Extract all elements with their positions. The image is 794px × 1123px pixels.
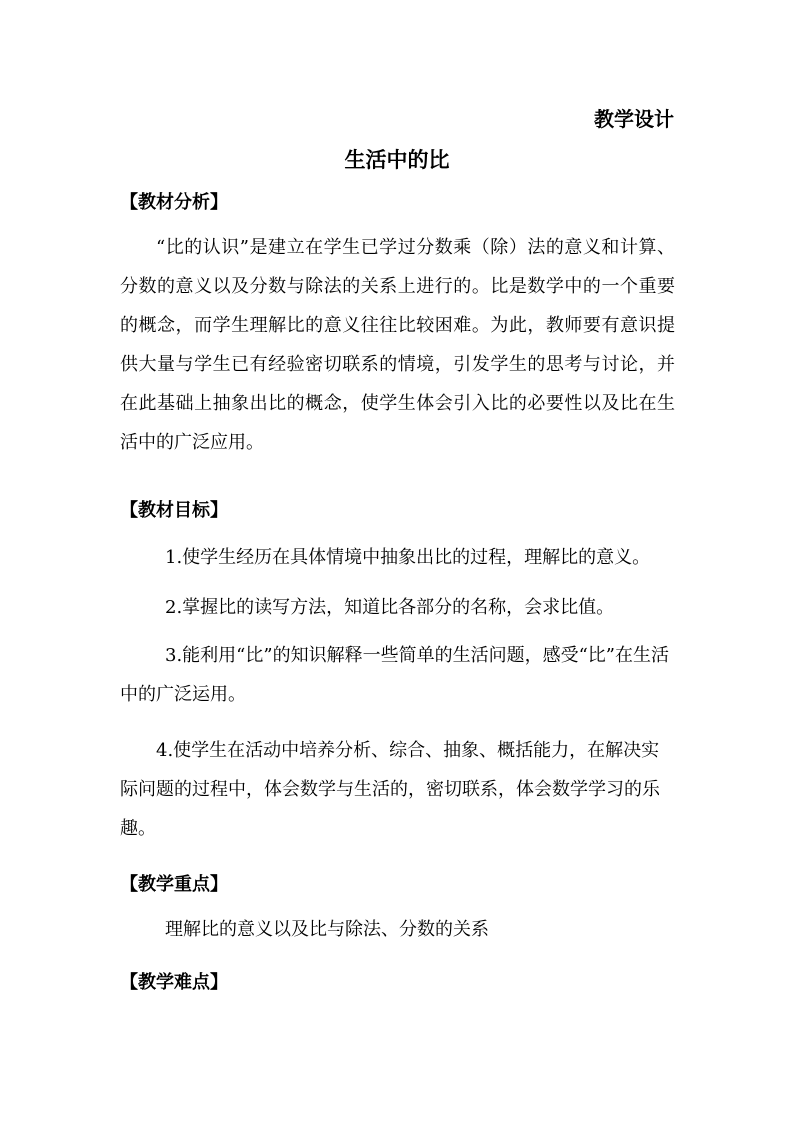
analysis-paragraph: “比的认识”是建立在学生已学过分数乘（除）法的意义和计算、分数的意义以及分数与除法的关系上进行的。比是数学中的一个重要的概念，而学生理解比的意义往往比较困难。为此，教师要有意识提供大量与学生已有经验密切联系的情境，引发学生的思考与讨论，并在此基础上抽象出比的概念，使学生体会引入比的必要性以及比在生活中的广泛应用。 [120,237,675,453]
section-heading-goals: 【教材目标】 [120,500,228,521]
goal-item-4: 4.使学生在活动中培养分析、综合、抽象、概括能力，在解决实际问题的过程中，体会数学与生活的，密切联系，体会数学学习的乐趣。 [120,740,660,839]
goal-item-2: 2.掌握比的读写方法，知道比各部分的名称，会求比值。 [165,597,615,618]
document-title: 生活中的比 [344,147,450,172]
section-heading-difficulty: 【教学难点】 [120,972,228,993]
focus-text: 理解比的意义以及比与除法、分数的关系 [165,919,489,940]
goal-item-1: 1.使学生经历在具体情境中抽象出比的过程，理解比的意义。 [165,547,651,568]
section-heading-analysis: 【教材分析】 [120,192,228,213]
section-heading-focus: 【教学重点】 [120,874,228,895]
document-type-label: 教学设计 [594,107,674,131]
goal-item-3: 3.能利用“比”的知识解释一些简单的生活问题，感受“比”在生活中的广泛运用。 [120,645,669,705]
